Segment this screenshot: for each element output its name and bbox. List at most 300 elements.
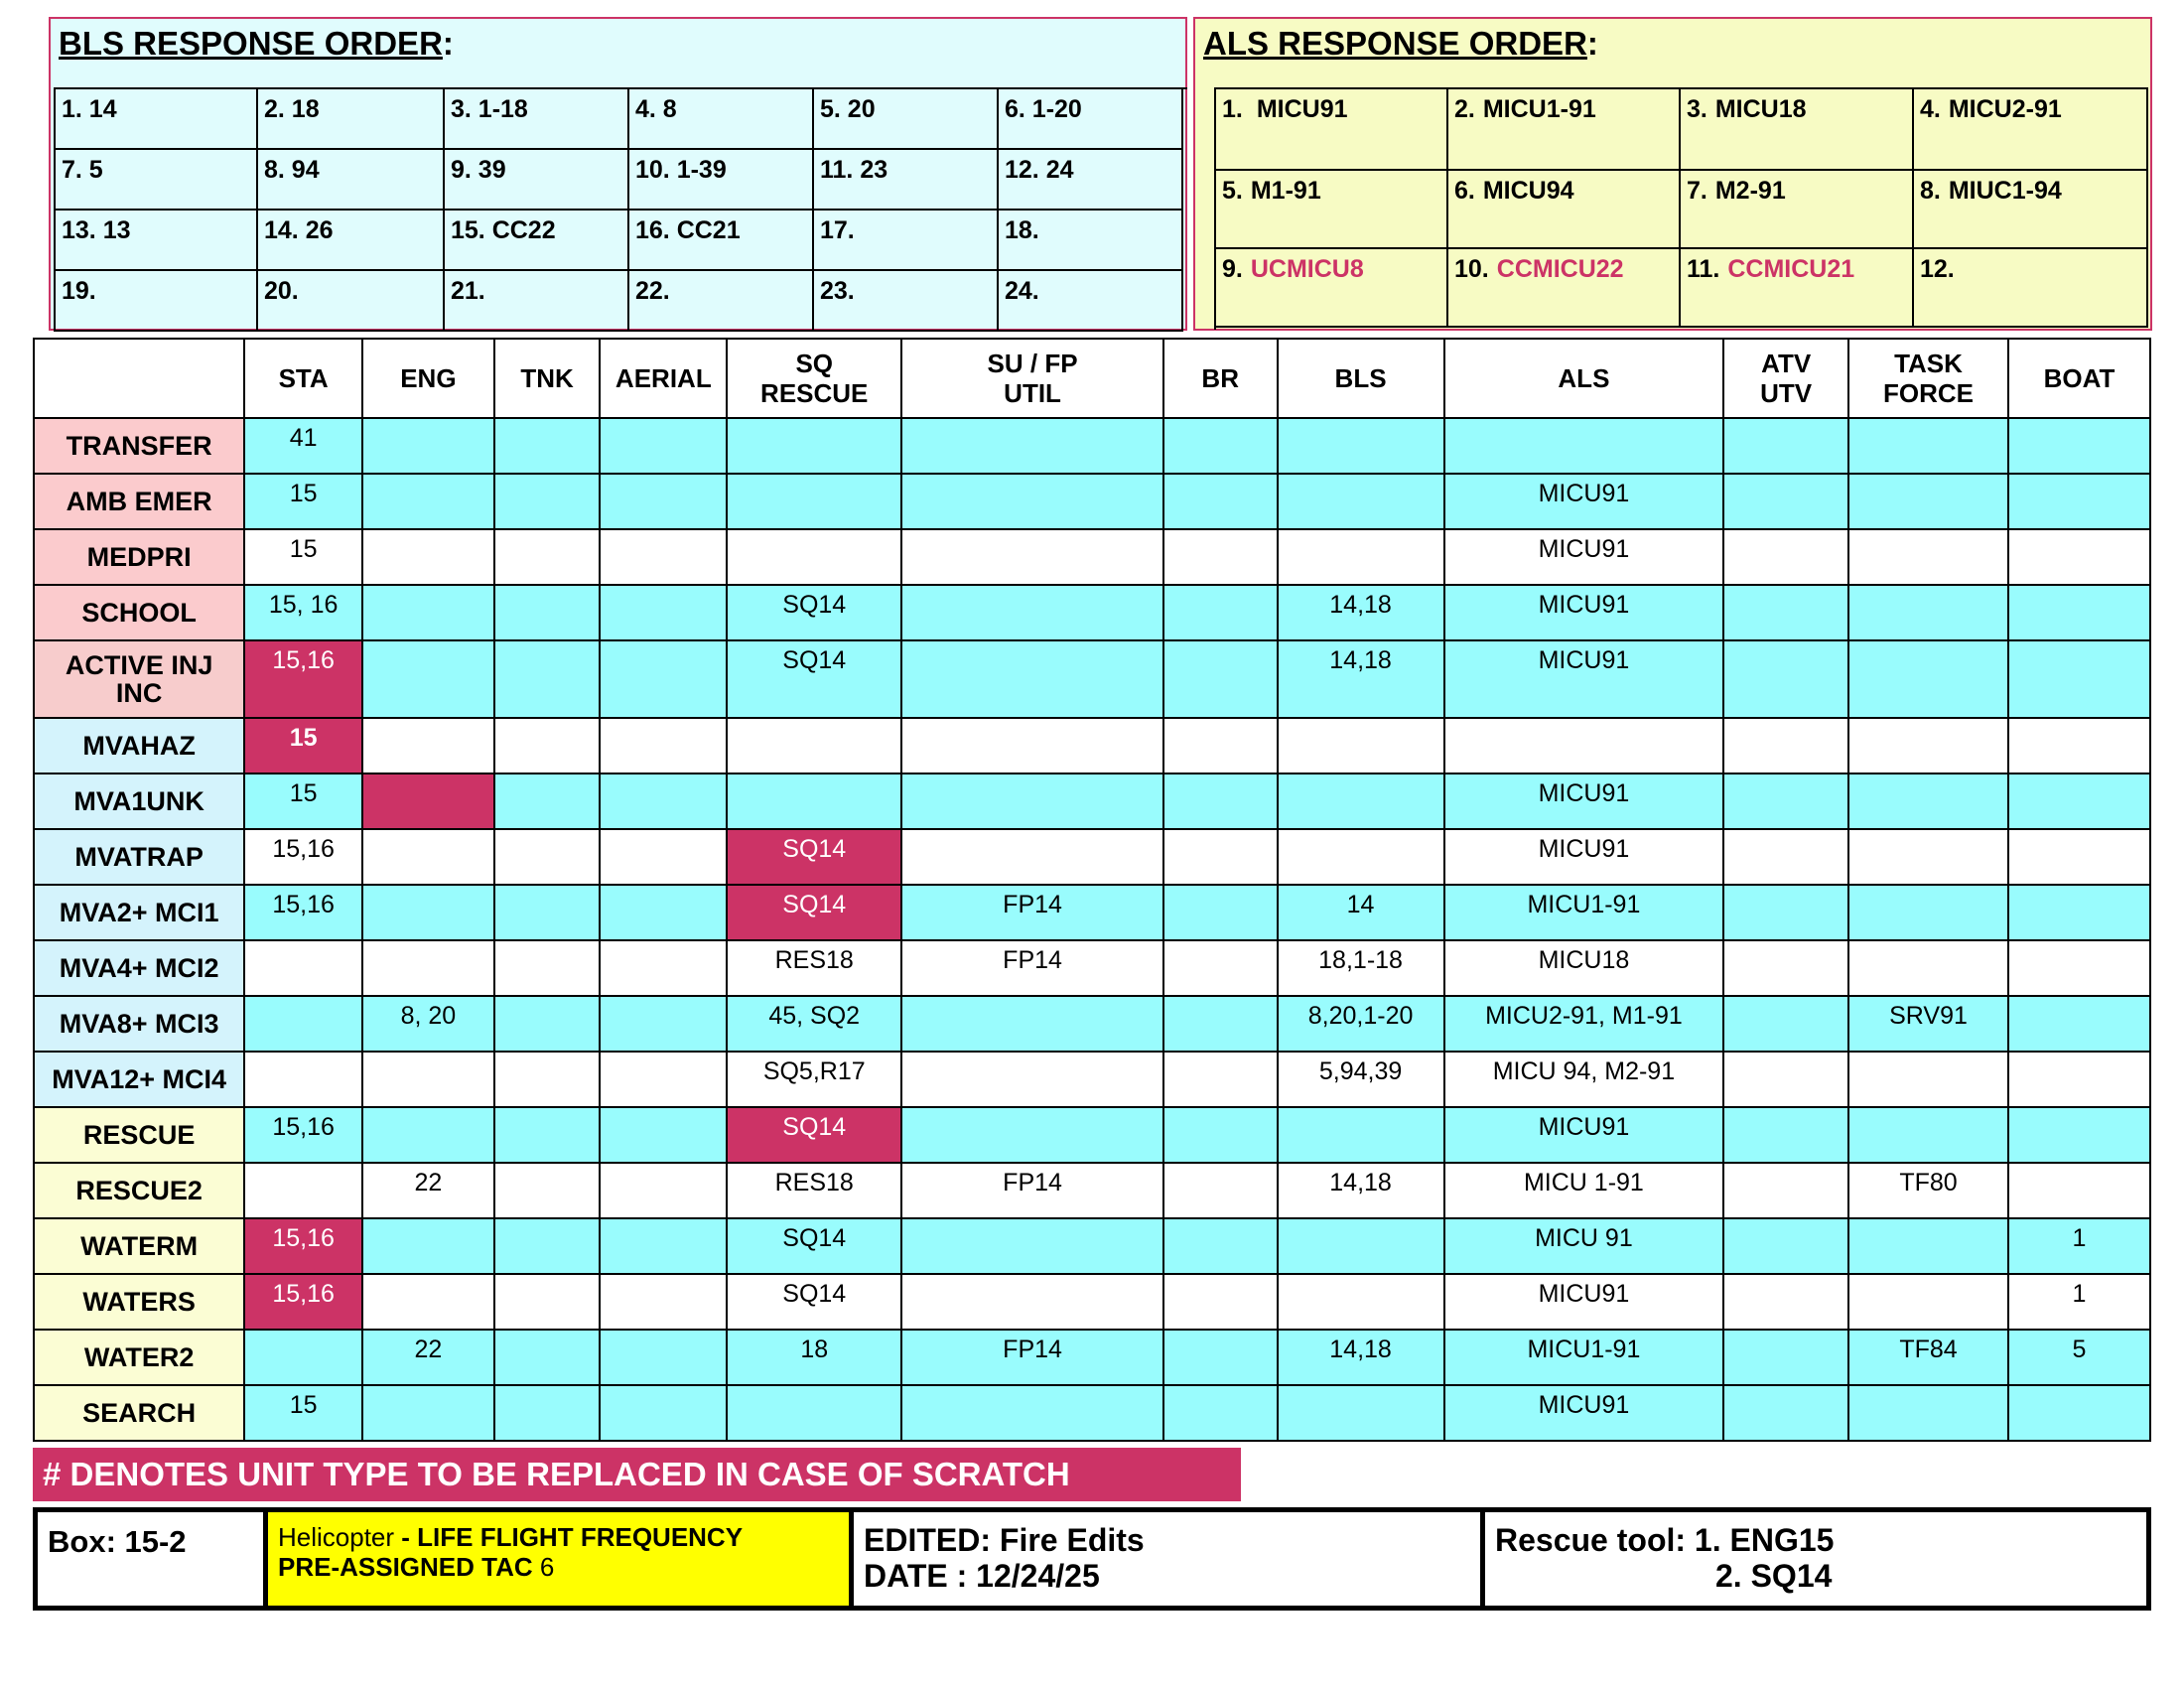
table-cell: 15 [244,529,362,585]
table-cell [901,829,1163,885]
als-order-number: 6. [1454,177,1475,205]
table-cell [901,418,1163,474]
row-label: MVA4+ MCI2 [34,940,244,996]
table-cell: 1 [2008,1274,2150,1330]
row-label: RESCUE [34,1107,244,1163]
table-cell [1848,885,2008,940]
table-cell [1723,1163,1848,1218]
bls-order-item: 13. 13 [56,211,258,271]
bls-order-item: 2. 18 [258,89,445,150]
footer-info [33,1507,2151,1611]
als-order-number: 3. [1687,95,1707,123]
table-cell [494,996,601,1052]
table-cell [2008,529,2150,585]
table-cell: MICU91 [1444,474,1724,529]
tac-number: 6 [532,1552,555,1582]
table-cell [901,1385,1163,1441]
table-row [34,1052,2150,1107]
table-cell [901,585,1163,640]
table-cell [1723,585,1848,640]
row-label: WATER2 [34,1330,244,1385]
als-order-item [1216,89,1448,171]
table-row [34,1274,2150,1330]
table-cell [600,1274,727,1330]
row-label: ACTIVE INJ INC [34,640,244,718]
table-cell [600,1330,727,1385]
table-cell: 15,16 [244,829,362,885]
row-label: RESCUE2 [34,1163,244,1218]
table-cell [901,474,1163,529]
bls-title: BLS RESPONSE ORDER: [59,25,454,62]
table-cell: 8,20,1-20 [1278,996,1444,1052]
als-order-number: 1. [1222,95,1243,123]
table-cell [1163,940,1278,996]
table-cell: MICU91 [1444,1107,1724,1163]
table-cell: MICU91 [1444,774,1724,829]
edited-by: EDITED: Fire Edits [864,1522,1145,1558]
table-cell [1163,1330,1278,1385]
table-cell [2008,940,2150,996]
table-cell: 14,18 [1278,640,1444,718]
als-order-unit: MICU18 [1714,95,1807,123]
table-cell [1163,996,1278,1052]
als-order-unit: CCMICU22 [1496,255,1624,283]
table-cell [494,774,601,829]
table-cell [494,640,601,718]
table-cell [362,418,494,474]
bls-order-item: 8. 94 [258,150,445,211]
table-cell [1278,529,1444,585]
table-cell [901,640,1163,718]
table-cell [727,774,901,829]
als-order-unit: CCMICU21 [1727,255,1855,283]
table-cell [362,585,494,640]
column-header [34,339,244,418]
table-cell [901,1052,1163,1107]
table-cell [1163,640,1278,718]
table-cell: 15 [244,718,362,774]
bls-order-item: 23. [814,271,999,332]
table-cell [1723,996,1848,1052]
column-header: AERIAL [600,339,727,418]
table-cell: MICU1-91 [1444,885,1724,940]
table-cell [1723,940,1848,996]
table-cell [494,885,601,940]
table-header-row [34,339,2150,418]
bls-order-grid [54,87,1187,332]
bls-order-item: 3. 1-18 [445,89,629,150]
table-cell [1163,474,1278,529]
table-cell [1278,474,1444,529]
column-header: BR [1163,339,1278,418]
table-cell: MICU91 [1444,585,1724,640]
table-cell: 15, 16 [244,585,362,640]
table-cell: 41 [244,418,362,474]
table-cell [727,1385,901,1441]
table-cell [494,940,601,996]
table-cell [244,1163,362,1218]
table-row [34,718,2150,774]
table-cell [2008,585,2150,640]
als-order-item [1448,89,1681,171]
table-cell [600,1163,727,1218]
response-table [33,338,2151,1442]
table-cell [600,529,727,585]
table-cell: SQ14 [727,585,901,640]
table-cell [494,1218,601,1274]
bls-order-item: 5. 20 [814,89,999,150]
als-order-number: 10. [1454,255,1489,283]
table-cell: FP14 [901,1163,1163,1218]
table-cell [600,774,727,829]
table-cell: 15,16 [244,1218,362,1274]
row-label: AMB EMER [34,474,244,529]
row-label: MVATRAP [34,829,244,885]
bls-order-item: 17. [814,211,999,271]
als-order-number: 12. [1920,255,1955,283]
table-row [34,829,2150,885]
table-cell [2008,1163,2150,1218]
table-row [34,474,2150,529]
table-cell [600,940,727,996]
row-label: MVAHAZ [34,718,244,774]
table-cell [494,1052,601,1107]
pre-assigned-tac-label: PRE-ASSIGNED TAC [278,1552,533,1582]
table-cell: 14,18 [1278,1163,1444,1218]
table-cell [600,1385,727,1441]
helicopter-info [268,1512,854,1606]
table-row [34,1330,2150,1385]
table-cell [494,418,601,474]
bls-order-item: 16. CC21 [629,211,814,271]
table-cell [2008,885,2150,940]
table-cell [2008,640,2150,718]
table-cell [1848,1385,2008,1441]
table-cell: 22 [362,1163,494,1218]
table-cell [1278,1107,1444,1163]
life-flight-frequency: - LIFE FLIGHT FREQUENCY [394,1522,744,1552]
als-order-unit: MICU94 [1482,177,1574,205]
table-cell [1163,529,1278,585]
table-cell [1278,1218,1444,1274]
table-cell [1278,1274,1444,1330]
als-order-number: 11. [1687,255,1720,283]
edit-date: DATE : 12/24/25 [864,1558,1100,1594]
bls-order-item: 1. 14 [56,89,258,150]
table-cell: 15,16 [244,1274,362,1330]
column-header: BOAT [2008,339,2150,418]
bls-order-item: 19. [56,271,258,332]
table-cell [1163,829,1278,885]
table-cell [494,1330,601,1385]
table-cell: MICU91 [1444,529,1724,585]
table-cell [494,1107,601,1163]
als-order-unit: MIUC1-94 [1948,177,2062,205]
table-row [34,640,2150,718]
table-cell [1848,1274,2008,1330]
table-cell [1848,1218,2008,1274]
table-cell [727,529,901,585]
table-cell [901,996,1163,1052]
table-cell [362,1385,494,1441]
bls-order-item: 4. 8 [629,89,814,150]
table-cell [600,829,727,885]
table-cell [244,940,362,996]
als-title: ALS RESPONSE ORDER: [1203,25,1598,62]
table-cell [901,1274,1163,1330]
bls-order-item: 24. [999,271,1183,332]
table-cell: 15,16 [244,885,362,940]
table-cell [2008,418,2150,474]
bls-order-item: 20. [258,271,445,332]
table-cell [1163,1107,1278,1163]
table-cell [494,529,601,585]
table-cell: 5 [2008,1330,2150,1385]
bls-order-item: 14. 26 [258,211,445,271]
bls-order-item: 12. 24 [999,150,1183,211]
table-cell [1848,474,2008,529]
als-order-unit: UCMICU8 [1250,255,1364,283]
table-cell: SRV91 [1848,996,2008,1052]
edit-info [854,1512,1485,1606]
table-cell [1723,1218,1848,1274]
table-row [34,996,2150,1052]
table-cell [494,829,601,885]
bls-order-item: 18. [999,211,1183,271]
table-cell [494,474,601,529]
table-cell [1163,1052,1278,1107]
table-cell [244,1330,362,1385]
table-cell [1723,718,1848,774]
table-cell: 15,16 [244,640,362,718]
rescue-tool-line-2: 2. SQ14 [1715,1558,1833,1594]
column-header: BLS [1278,339,1444,418]
bls-order-item: 7. 5 [56,150,258,211]
table-row [34,585,2150,640]
table-cell [1848,1107,2008,1163]
table-cell [727,418,901,474]
table-cell: 14,18 [1278,1330,1444,1385]
table-cell [1848,940,2008,996]
row-label: MEDPRI [34,529,244,585]
column-header: TASK FORCE [1848,339,2008,418]
als-order-item [1216,249,1448,328]
table-cell [1163,1385,1278,1441]
table-cell [362,718,494,774]
table-cell [600,1218,727,1274]
table-cell [1723,885,1848,940]
als-order-item [1216,171,1448,249]
als-order-item [1681,89,1914,171]
table-cell [1163,885,1278,940]
column-header: ATV UTV [1723,339,1848,418]
table-cell [600,718,727,774]
table-cell [1848,585,2008,640]
bls-order-item: 9. 39 [445,150,629,211]
table-cell: SQ14 [727,1218,901,1274]
table-cell [600,640,727,718]
table-cell: SQ14 [727,829,901,885]
rescue-tool-line-1: Rescue tool: 1. ENG15 [1495,1522,1835,1558]
table-cell: RES18 [727,940,901,996]
table-cell [1848,718,2008,774]
table-cell [901,774,1163,829]
als-order-item [1914,249,2148,328]
table-cell: MICU91 [1444,640,1724,718]
row-label: SEARCH [34,1385,244,1441]
table-cell: SQ14 [727,885,901,940]
table-cell [2008,1385,2150,1441]
table-cell [1723,829,1848,885]
column-header: STA [244,339,362,418]
table-cell [1723,1385,1848,1441]
table-cell [362,829,494,885]
als-order-item [1448,249,1681,328]
als-order-unit: M1-91 [1250,177,1321,205]
table-cell [1163,1218,1278,1274]
table-cell: 5,94,39 [1278,1052,1444,1107]
table-cell [1278,774,1444,829]
table-cell [600,585,727,640]
table-cell [1848,774,2008,829]
table-cell: MICU91 [1444,829,1724,885]
table-cell: 14 [1278,885,1444,940]
table-cell [2008,829,2150,885]
table-cell [1723,1107,1848,1163]
table-cell: SQ14 [727,1274,901,1330]
column-header: ALS [1444,339,1724,418]
table-cell: SQ5,R17 [727,1052,901,1107]
table-cell [244,996,362,1052]
als-order-unit: M2-91 [1714,177,1786,205]
table-cell [901,1107,1163,1163]
table-cell [1723,1274,1848,1330]
bls-order-item: 11. 23 [814,150,999,211]
table-cell: 45, SQ2 [727,996,901,1052]
bls-order-item: 6. 1-20 [999,89,1183,150]
table-cell [1163,718,1278,774]
table-cell [494,1163,601,1218]
table-cell [362,1052,494,1107]
table-cell: MICU 1-91 [1444,1163,1724,1218]
als-order-number: 9. [1222,255,1243,283]
table-cell [362,940,494,996]
table-cell [1163,418,1278,474]
table-cell: FP14 [901,885,1163,940]
row-label: MVA1UNK [34,774,244,829]
als-order-unit: MICU2-91 [1948,95,2062,123]
table-cell: 8, 20 [362,996,494,1052]
als-order-unit: MICU1-91 [1482,95,1596,123]
als-order-number: 5. [1222,177,1243,205]
table-cell [1278,1385,1444,1441]
als-order-item [1681,171,1914,249]
table-cell [244,1052,362,1107]
table-cell [2008,774,2150,829]
table-row [34,1218,2150,1274]
scratch-note-bar: # DENOTES UNIT TYPE TO BE REPLACED IN CASE OF SCRATCH [33,1448,1241,1501]
table-cell [362,1107,494,1163]
als-order-grid [1214,87,2148,330]
table-cell [494,1385,601,1441]
table-cell [600,885,727,940]
table-cell [1163,1163,1278,1218]
table-row [34,1385,2150,1441]
table-cell: SQ14 [727,640,901,718]
table-cell [1848,829,2008,885]
table-cell [1723,418,1848,474]
table-cell [1848,640,2008,718]
table-cell [1848,1052,2008,1107]
table-cell [600,474,727,529]
table-cell [494,585,601,640]
table-cell [2008,996,2150,1052]
table-row [34,940,2150,996]
table-cell [1163,774,1278,829]
table-cell: MICU 91 [1444,1218,1724,1274]
table-cell [1444,718,1724,774]
als-order-number: 7. [1687,177,1707,205]
als-order-number: 4. [1920,95,1941,123]
bls-order-item: 22. [629,271,814,332]
table-row [34,774,2150,829]
box-number: Box: 15-2 [38,1512,268,1606]
row-label: WATERS [34,1274,244,1330]
bls-order-item: 10. 1-39 [629,150,814,211]
table-cell [901,529,1163,585]
table-cell [1163,585,1278,640]
table-cell [1278,418,1444,474]
als-response-order-panel [1193,17,2152,331]
table-cell [600,1107,727,1163]
als-order-unit: MICU91 [1256,95,1348,123]
table-row [34,1163,2150,1218]
table-cell [1848,529,2008,585]
table-cell: 15 [244,1385,362,1441]
table-row [34,529,2150,585]
als-order-item [1681,249,1914,328]
column-header: TNK [494,339,601,418]
table-cell [1723,1052,1848,1107]
table-cell [2008,1107,2150,1163]
table-cell: 1 [2008,1218,2150,1274]
table-row [34,1107,2150,1163]
table-cell [727,474,901,529]
table-cell [2008,1052,2150,1107]
table-cell: 22 [362,1330,494,1385]
table-cell: FP14 [901,1330,1163,1385]
column-header: SQ RESCUE [727,339,901,418]
table-cell [494,1274,601,1330]
table-cell: RES18 [727,1163,901,1218]
table-cell [600,996,727,1052]
table-cell [901,1218,1163,1274]
als-order-item [1448,171,1681,249]
table-cell [362,885,494,940]
table-cell [1848,418,2008,474]
als-order-item [1914,171,2148,249]
table-cell: 18 [727,1330,901,1385]
rescue-tool-info [1485,1512,2146,1606]
table-cell: 15 [244,474,362,529]
table-cell [1444,418,1724,474]
table-cell: MICU2-91, M1-91 [1444,996,1724,1052]
table-cell: 18,1-18 [1278,940,1444,996]
table-cell [362,474,494,529]
table-cell [1723,529,1848,585]
table-cell [494,718,601,774]
table-cell: MICU18 [1444,940,1724,996]
